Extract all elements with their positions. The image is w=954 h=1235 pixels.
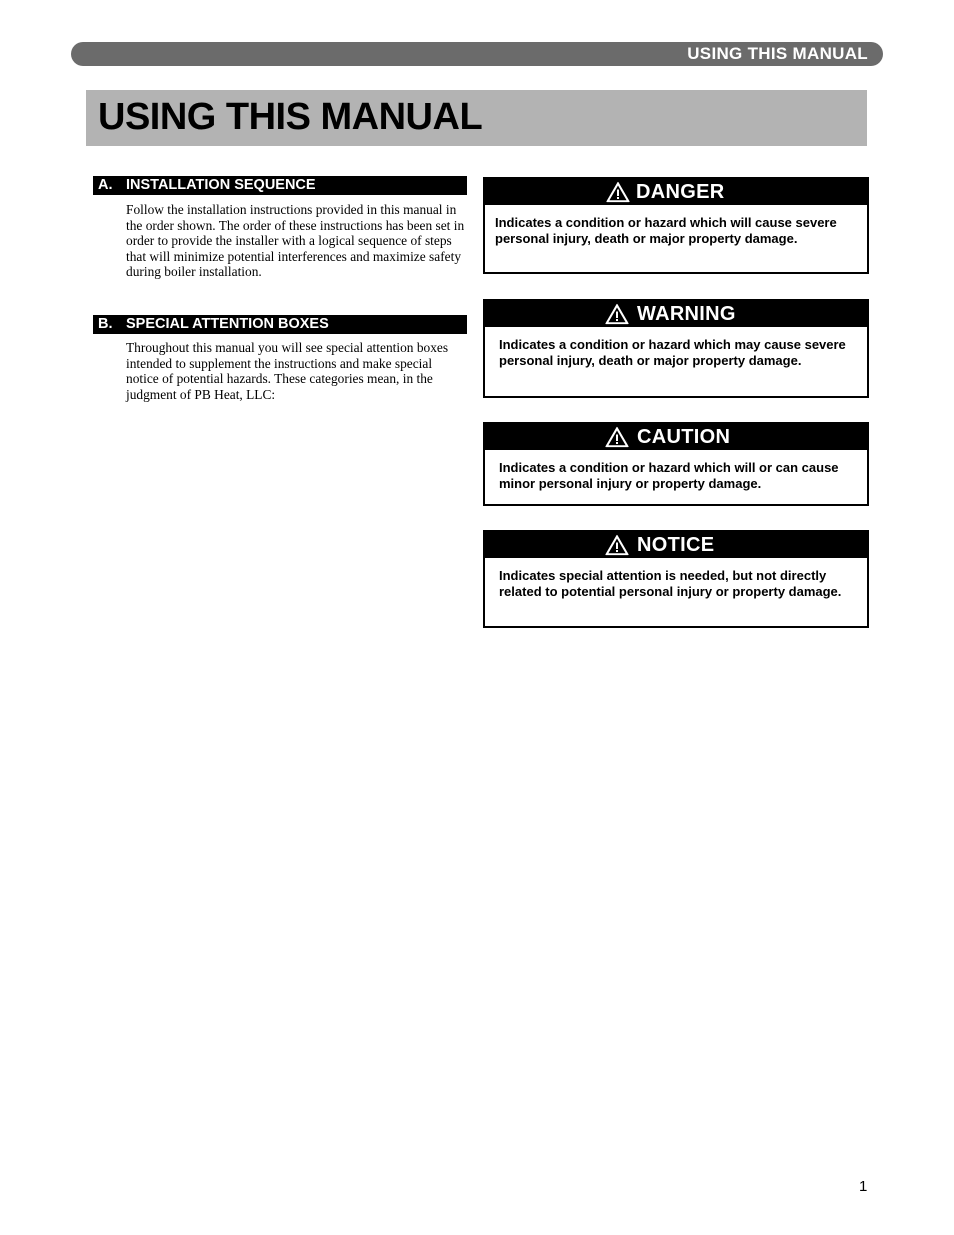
page-title-band [86, 90, 867, 146]
running-header [71, 42, 883, 66]
caution-box-header [485, 424, 867, 450]
warning-triangle-icon [605, 426, 629, 448]
section-body-installation-sequence: Follow the installation instructions provided in this manual in the order shown. The order of these instructions has been set in order to provide the installer with a logical sequence of steps that will minimize potential interferences and maximize safety during boiler installation. [126, 202, 465, 280]
page-number: 1 [859, 1178, 868, 1195]
running-header-title: USING THIS MANUAL [687, 44, 868, 63]
section-letter: A. [98, 177, 113, 193]
page-title: USING THIS MANUAL [98, 96, 483, 138]
caution-box [483, 422, 869, 506]
section-heading-installation-sequence [93, 176, 467, 195]
section-letter: B. [98, 316, 113, 332]
danger-label: DANGER [636, 181, 725, 203]
notice-box [483, 530, 869, 628]
danger-text: Indicates a condition or hazard which will cause severe personal injury, death or major property damage. [495, 215, 837, 246]
warning-triangle-icon [605, 534, 629, 556]
caution-text: Indicates a condition or hazard which will or can cause minor personal injury or property damage. [499, 460, 839, 491]
danger-box-header [485, 179, 867, 205]
caution-label: CAUTION [637, 426, 731, 448]
warning-text: Indicates a condition or hazard which may cause severe personal injury, death or major property damage. [499, 337, 846, 368]
warning-box-header [485, 301, 867, 327]
notice-text: Indicates special attention is needed, but not directly related to potential personal injury or property damage. [499, 568, 842, 599]
section-heading-special-attention-boxes [93, 315, 467, 334]
warning-box [483, 299, 869, 398]
warning-triangle-icon [605, 303, 629, 325]
warning-triangle-icon [606, 181, 630, 203]
section-title: SPECIAL ATTENTION BOXES [126, 316, 329, 332]
notice-label: NOTICE [637, 534, 715, 556]
section-body-special-attention-boxes: Throughout this manual you will see special attention boxes intended to supplement the instructions and make special notice of potential hazards. These categories mean, in the judgment of PB Heat, LLC: [126, 340, 449, 402]
notice-box-header [485, 532, 867, 558]
section-title: INSTALLATION SEQUENCE [126, 177, 316, 193]
danger-box [483, 177, 869, 274]
warning-label: WARNING [637, 303, 736, 325]
